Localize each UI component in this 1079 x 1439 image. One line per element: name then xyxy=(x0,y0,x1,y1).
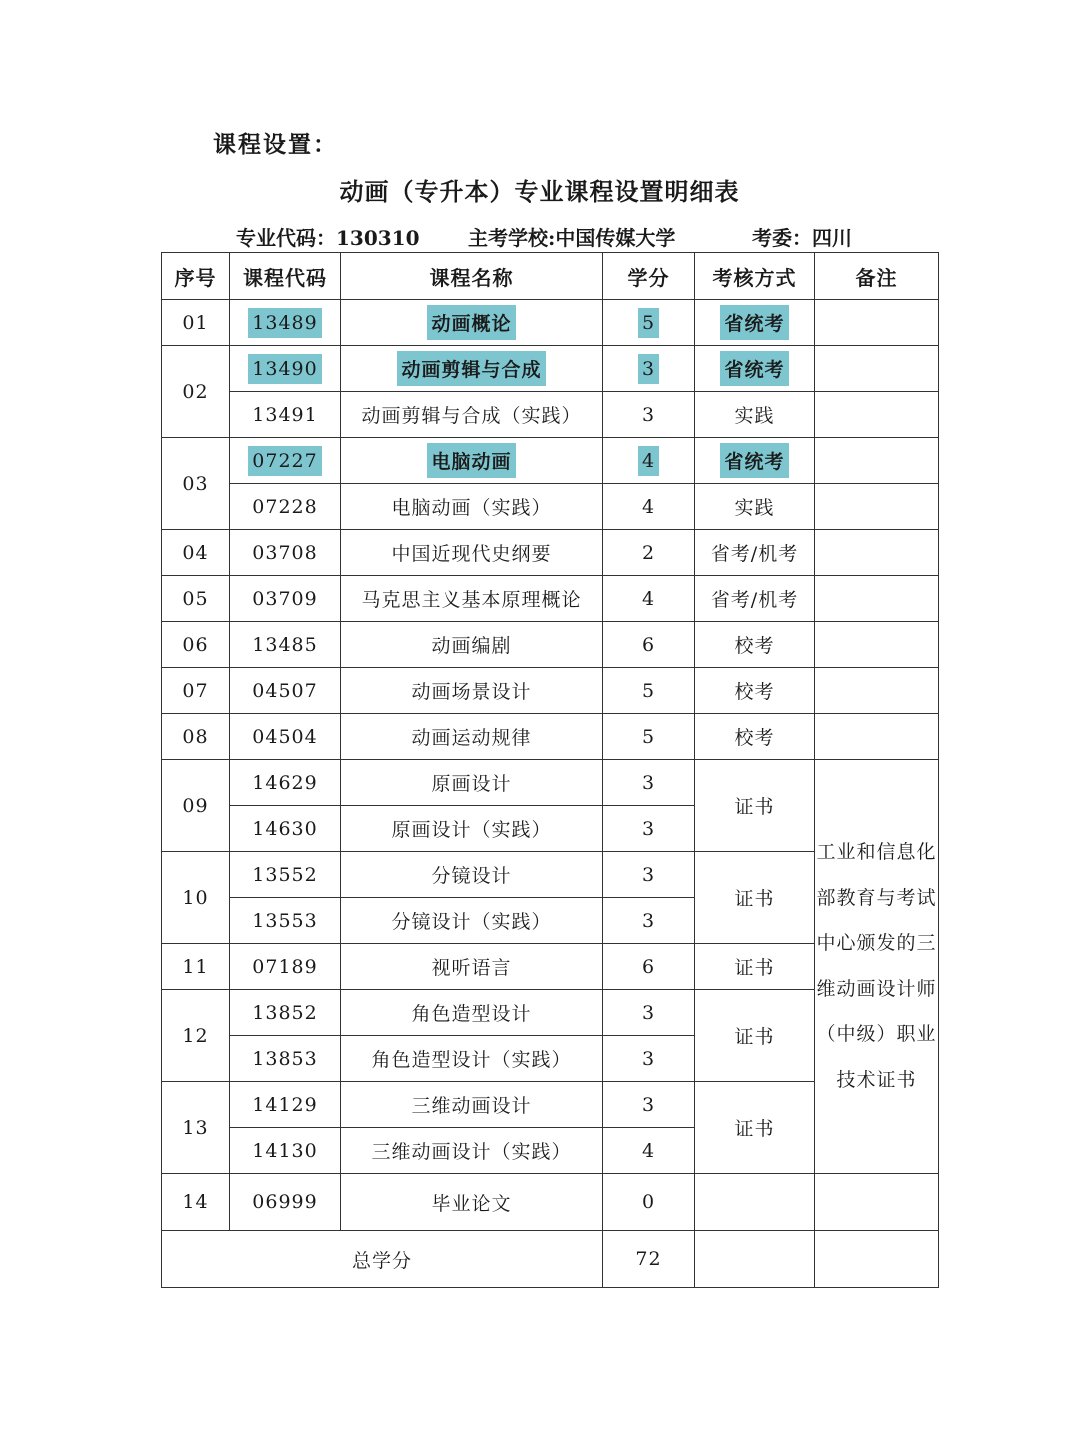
header-credit: 学分 xyxy=(603,253,695,300)
name-cell xyxy=(341,300,603,346)
major-code: 专业代码：130310 xyxy=(236,226,420,250)
remark-cell xyxy=(815,668,939,714)
remark-cell xyxy=(815,714,939,760)
name-cell: 原画设计（实践） xyxy=(341,806,603,852)
credit-cell xyxy=(603,438,695,484)
code-cell: 14629 xyxy=(230,760,341,806)
code-cell: 13485 xyxy=(230,622,341,668)
exam-cell: 省考/机考 xyxy=(695,530,815,576)
highlight: 07227 xyxy=(248,446,321,476)
code-cell: 07189 xyxy=(230,944,341,990)
name-cell: 角色造型设计 xyxy=(341,990,603,1036)
highlight: 13489 xyxy=(248,308,321,338)
exam-cell: 校考 xyxy=(695,714,815,760)
seq-cell: 12 xyxy=(162,990,230,1082)
code-cell: 06999 xyxy=(230,1174,341,1231)
header-remark: 备注 xyxy=(815,253,939,300)
seq-cell: 03 xyxy=(162,438,230,530)
credit-cell: 3 xyxy=(603,1082,695,1128)
table-row xyxy=(162,300,939,346)
highlight: 5 xyxy=(638,308,659,338)
table-row xyxy=(162,392,939,438)
name-cell: 三维动画设计 xyxy=(341,1082,603,1128)
name-cell: 分镜设计（实践） xyxy=(341,898,603,944)
table-row xyxy=(162,438,939,484)
credit-cell: 3 xyxy=(603,990,695,1036)
header-name: 课程名称 xyxy=(341,253,603,300)
credit-cell: 4 xyxy=(603,1128,695,1174)
seq-cell: 09 xyxy=(162,760,230,852)
remark-cell xyxy=(815,1231,939,1288)
name-cell: 动画编剧 xyxy=(341,622,603,668)
credit-cell: 3 xyxy=(603,1036,695,1082)
table-row xyxy=(162,714,939,760)
exam-school: 主考学校:中国传媒大学 xyxy=(468,226,676,250)
exam-cell xyxy=(695,346,815,392)
header-seq: 序号 xyxy=(162,253,230,300)
highlight: 13490 xyxy=(248,354,321,384)
name-cell: 动画场景设计 xyxy=(341,668,603,714)
course-table xyxy=(161,252,939,1288)
code-cell: 13853 xyxy=(230,1036,341,1082)
name-cell: 动画剪辑与合成（实践） xyxy=(341,392,603,438)
table-row xyxy=(162,576,939,622)
exam-cell: 证书 xyxy=(695,852,815,944)
code-cell xyxy=(230,438,341,484)
exam-cell: 实践 xyxy=(695,392,815,438)
exam-cell: 校考 xyxy=(695,668,815,714)
highlight: 4 xyxy=(638,446,659,476)
highlight: 动画剪辑与合成 xyxy=(397,351,545,386)
credit-cell: 5 xyxy=(603,714,695,760)
seq-cell: 05 xyxy=(162,576,230,622)
credit-cell: 5 xyxy=(603,668,695,714)
exam-cell: 省考/机考 xyxy=(695,576,815,622)
exam-board: 考委：四川 xyxy=(752,226,852,250)
total-label: 总学分 xyxy=(162,1231,603,1288)
name-cell: 分镜设计 xyxy=(341,852,603,898)
name-cell: 中国近现代史纲要 xyxy=(341,530,603,576)
credit-cell xyxy=(603,300,695,346)
table-row xyxy=(162,484,939,530)
credit-cell: 3 xyxy=(603,898,695,944)
table-row xyxy=(162,668,939,714)
name-cell: 三维动画设计（实践） xyxy=(341,1128,603,1174)
remark-cell xyxy=(815,622,939,668)
remark-cell xyxy=(815,300,939,346)
name-cell: 角色造型设计（实践） xyxy=(341,1036,603,1082)
code-cell: 03709 xyxy=(230,576,341,622)
credit-cell: 4 xyxy=(603,484,695,530)
code-cell: 04504 xyxy=(230,714,341,760)
seq-cell: 01 xyxy=(162,300,230,346)
credit-cell: 3 xyxy=(603,852,695,898)
remark-cell xyxy=(815,438,939,484)
seq-cell: 07 xyxy=(162,668,230,714)
name-cell xyxy=(341,346,603,392)
highlight: 省统考 xyxy=(720,305,788,340)
remark-certificate: 工业和信息化部教育与考试中心颁发的三维动画设计师（中级）职业技术证书 xyxy=(815,760,939,1174)
remark-cell xyxy=(815,1174,939,1231)
header-exam: 考核方式 xyxy=(695,253,815,300)
code-cell xyxy=(230,346,341,392)
remark-cell xyxy=(815,484,939,530)
name-cell: 视听语言 xyxy=(341,944,603,990)
code-cell: 13491 xyxy=(230,392,341,438)
total-row xyxy=(162,1231,939,1288)
exam-cell: 证书 xyxy=(695,760,815,852)
seq-cell: 06 xyxy=(162,622,230,668)
header-code: 课程代码 xyxy=(230,253,341,300)
table-header-row xyxy=(162,253,939,300)
exam-cell xyxy=(695,300,815,346)
name-cell: 动画运动规律 xyxy=(341,714,603,760)
name-cell: 电脑动画（实践） xyxy=(341,484,603,530)
table-row xyxy=(162,1174,939,1231)
highlight: 3 xyxy=(638,354,659,384)
exam-cell: 证书 xyxy=(695,1082,815,1174)
code-cell: 13553 xyxy=(230,898,341,944)
credit-cell: 0 xyxy=(603,1174,695,1231)
credit-cell: 3 xyxy=(603,760,695,806)
table-row xyxy=(162,760,939,806)
code-cell: 03708 xyxy=(230,530,341,576)
credit-cell: 6 xyxy=(603,622,695,668)
credit-cell: 2 xyxy=(603,530,695,576)
remark-cell xyxy=(815,530,939,576)
credit-cell: 6 xyxy=(603,944,695,990)
table-row xyxy=(162,346,939,392)
remark-cell xyxy=(815,392,939,438)
highlight: 省统考 xyxy=(720,443,788,478)
exam-cell xyxy=(695,438,815,484)
name-cell: 马克思主义基本原理概论 xyxy=(341,576,603,622)
exam-cell: 实践 xyxy=(695,484,815,530)
highlight: 动画概论 xyxy=(427,305,515,340)
code-cell: 13552 xyxy=(230,852,341,898)
credit-cell xyxy=(603,346,695,392)
name-cell xyxy=(341,438,603,484)
document-title: 动画（专升本）专业课程设置明细表 xyxy=(339,177,740,206)
exam-cell xyxy=(695,1174,815,1231)
seq-cell: 08 xyxy=(162,714,230,760)
seq-cell: 11 xyxy=(162,944,230,990)
exam-cell: 证书 xyxy=(695,944,815,990)
section-title: 课程设置： xyxy=(213,131,338,158)
name-cell: 原画设计 xyxy=(341,760,603,806)
code-cell: 07228 xyxy=(230,484,341,530)
code-cell: 14129 xyxy=(230,1082,341,1128)
highlight: 省统考 xyxy=(720,351,788,386)
exam-cell: 证书 xyxy=(695,990,815,1082)
credit-cell: 3 xyxy=(603,806,695,852)
seq-cell: 10 xyxy=(162,852,230,944)
total-value: 72 xyxy=(603,1231,695,1288)
code-cell: 13852 xyxy=(230,990,341,1036)
code-cell: 14130 xyxy=(230,1128,341,1174)
exam-cell xyxy=(695,1231,815,1288)
table-row xyxy=(162,530,939,576)
code-cell: 04507 xyxy=(230,668,341,714)
highlight: 电脑动画 xyxy=(427,443,515,478)
remark-cell xyxy=(815,576,939,622)
credit-cell: 4 xyxy=(603,576,695,622)
remark-cell xyxy=(815,346,939,392)
exam-cell: 校考 xyxy=(695,622,815,668)
seq-cell: 02 xyxy=(162,346,230,438)
credit-cell: 3 xyxy=(603,392,695,438)
seq-cell: 04 xyxy=(162,530,230,576)
name-cell: 毕业论文 xyxy=(341,1174,603,1231)
code-cell: 14630 xyxy=(230,806,341,852)
code-cell xyxy=(230,300,341,346)
seq-cell: 14 xyxy=(162,1174,230,1231)
table-row xyxy=(162,622,939,668)
seq-cell: 13 xyxy=(162,1082,230,1174)
